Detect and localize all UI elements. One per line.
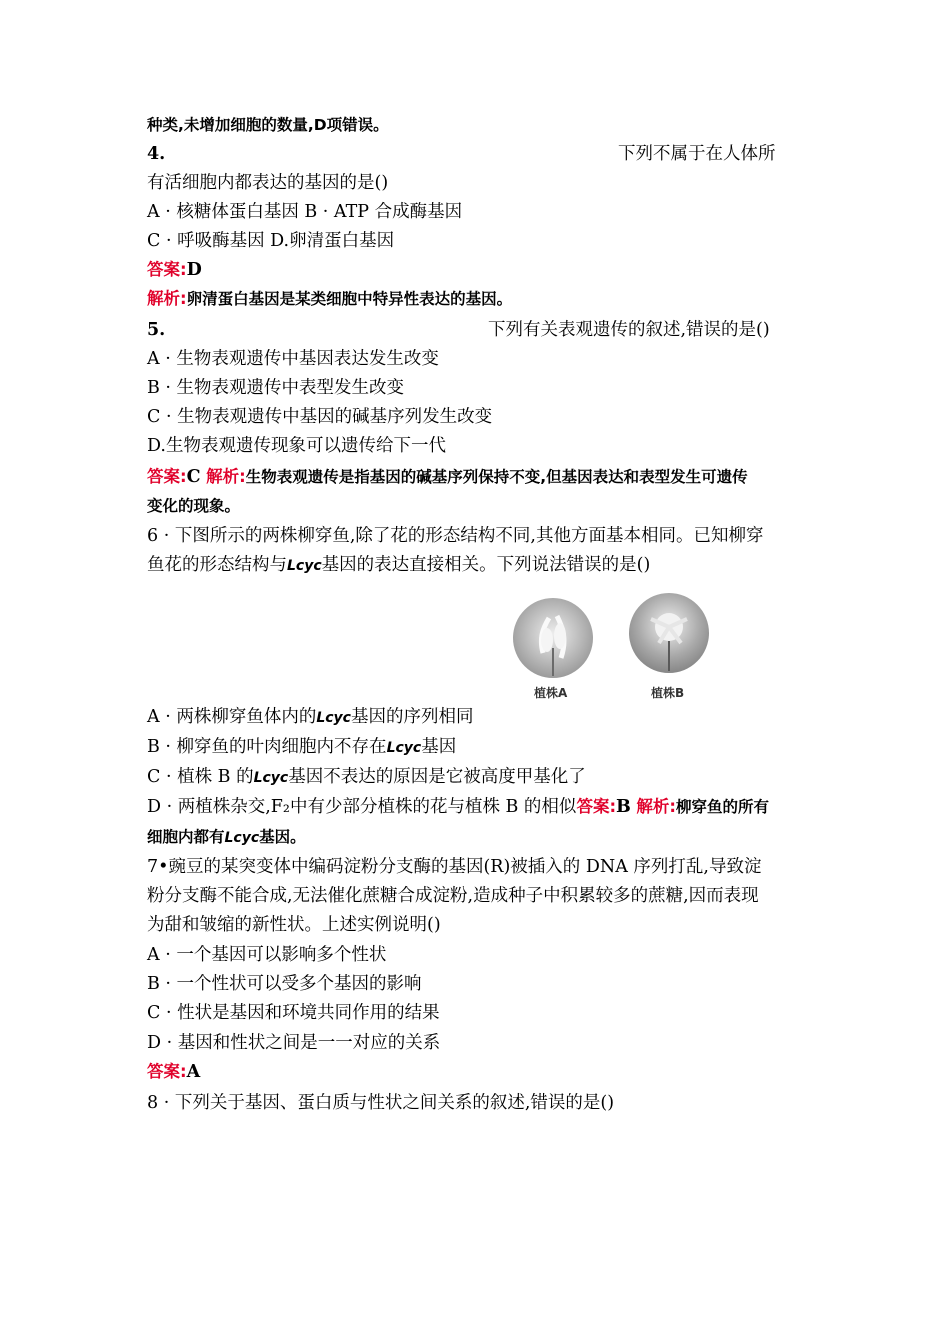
explanation: 解析:卵清蛋白基因是某类细胞中特异性表达的基因。 <box>147 289 513 308</box>
answer: 答案:A <box>147 1062 201 1082</box>
flower-photo-a <box>513 598 593 678</box>
question-number: 5. <box>147 320 166 340</box>
answer: 答案:C 解析:生物表观遗传是指基因的碱基序列保持不变,但基因表达和表型发生可遗传 <box>147 467 748 487</box>
question-stem: 下列有关表观遗传的叙述,错误的是() <box>488 320 770 340</box>
text-line: 种类,未增加细胞的数量,D项错误。 <box>147 116 389 134</box>
option: B · 一个性状可以受多个基因的影响 <box>147 974 422 994</box>
option: A · 生物表观遗传中基因表达发生改变 <box>147 349 439 369</box>
option: A · 两株柳穿鱼体内的Lcyc基因的序列相同 <box>147 707 474 727</box>
question-stem: 粉分支酶不能合成,无法催化蔗糖合成淀粉,造成种子中积累较多的蔗糖,因而表现 <box>147 886 759 906</box>
explanation: 细胞内都有Lcyc基因。 <box>147 828 306 846</box>
option: D.生物表观遗传现象可以遗传给下一代 <box>147 436 446 456</box>
option: B · 柳穿鱼的叶肉细胞内不存在Lcyc基因 <box>147 737 457 757</box>
question-stem: 下列不属于在人体所 <box>618 144 776 164</box>
flower-photo-b <box>629 593 709 673</box>
question-number: 4. <box>147 144 166 164</box>
figure-caption-a: 植株A <box>534 686 568 700</box>
option: D · 基因和性状之间是一一对应的关系 <box>147 1033 441 1053</box>
question-stem: 鱼花的形态结构与Lcyc基因的表达直接相关。下列说法错误的是() <box>147 555 651 575</box>
answer: 答案:D <box>147 260 202 280</box>
option: A · 核糖体蛋白基因 B · ATP 合成酶基因 <box>147 202 463 222</box>
option: C · 植株 B 的Lcyc基因不表达的原因是它被高度甲基化了 <box>147 767 586 787</box>
figure-caption-b: 植株B <box>651 686 685 700</box>
question-stem: 为甜和皱缩的新性状。上述实例说明() <box>147 915 441 935</box>
option: C · 呼吸酶基因 D.卵清蛋白基因 <box>147 231 395 251</box>
option: C · 性状是基因和环境共同作用的结果 <box>147 1003 440 1023</box>
question-stem: 有活细胞内都表达的基因的是() <box>147 173 389 193</box>
option: A · 一个基因可以影响多个性状 <box>147 945 387 965</box>
option: C · 生物表观遗传中基因的碱基序列发生改变 <box>147 407 493 427</box>
option: B · 生物表观遗传中表型发生改变 <box>147 378 405 398</box>
explanation: 变化的现象。 <box>147 497 241 515</box>
option: D · 两植株杂交,F₂中有少部分植株的花与植株 B 的相似答案:B 解析:柳穿鱼的所有 <box>147 797 770 817</box>
question-stem: 6 · 下图所示的两株柳穿鱼,除了花的形态结构不同,其他方面基本相同。已知柳穿 <box>147 526 764 546</box>
question-stem: 8 · 下列关于基因、蛋白质与性状之间关系的叙述,错误的是() <box>147 1093 615 1113</box>
question-stem: 7•豌豆的某突变体中编码淀粉分支酶的基因(R)被插入的 DNA 序列打乱,导致淀 <box>147 857 762 877</box>
